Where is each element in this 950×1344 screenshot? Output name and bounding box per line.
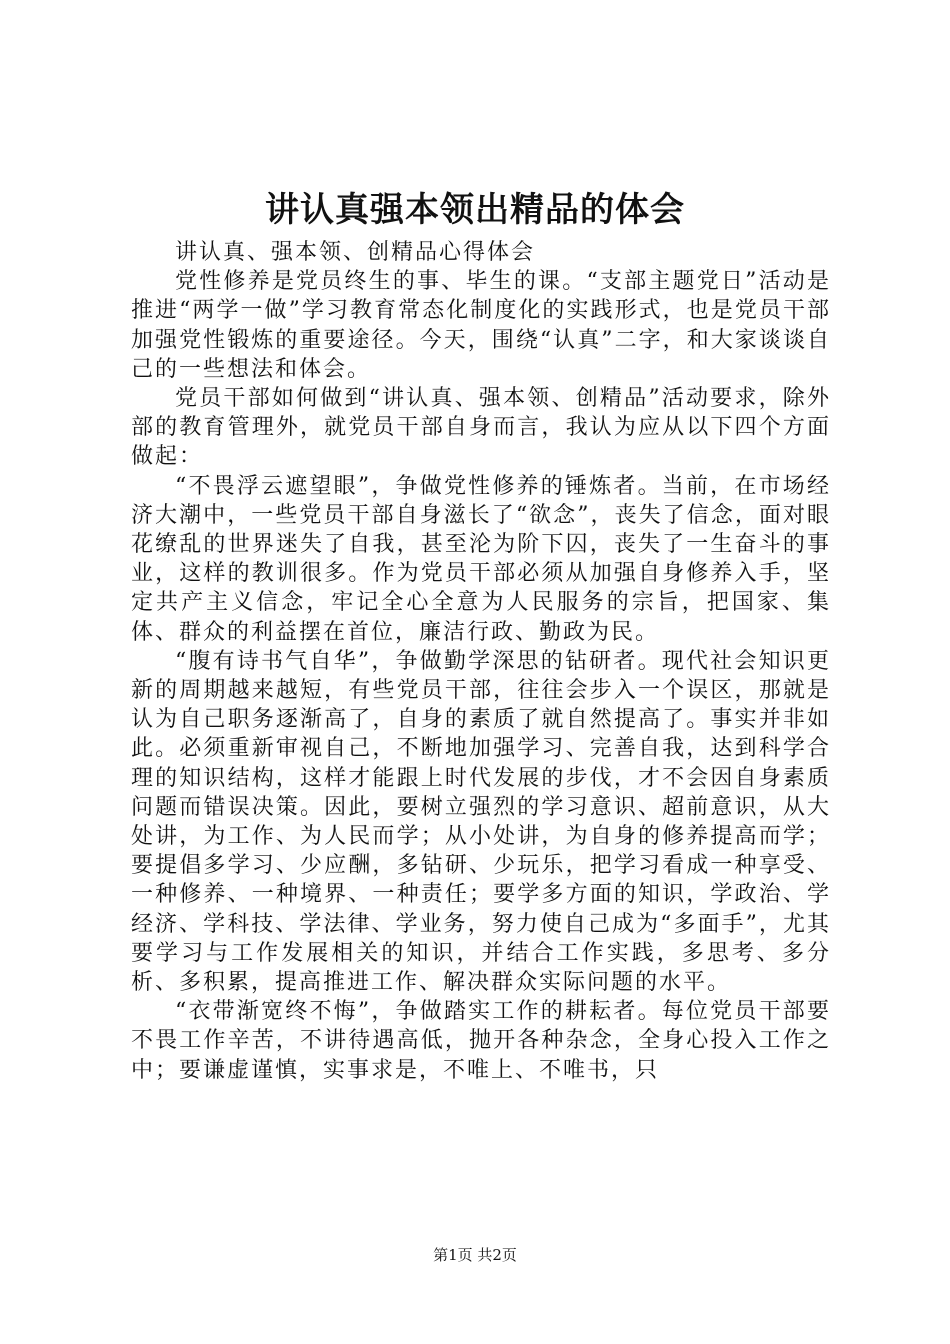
body-paragraph: 党员干部如何做到“讲认真、强本领、创精品”活动要求，除外部的教育管理外，就党员干部自身而言，我认为应从以下四个方面做起： <box>131 386 831 470</box>
body-paragraph: “不畏浮云遮望眼”，争做党性修养的锤炼者。当前，在市场经济大潮中，一些党员干部自身滋长了“欲念”，丧失了信念，面对眼花缭乱的世界迷失了自我，甚至沦为阶下囚，丧失了一生奋斗的事业，这样的教训很多。作为党员干部必须从加强自身修养入手，坚定共产主义信念，牢记全心全意为人民服务的宗旨，把国家、集体、群众的利益摆在首位，廉洁行政、勤政为民。 <box>131 473 831 645</box>
body-paragraph: 党性修养是党员终生的事、毕生的课。“支部主题党日”活动是推进“两学一做”学习教育常态化制度化的实践形式，也是党员干部加强党性锻炼的重要途径。今天，围绕“认真”二字，和大家谈谈自己的一些想法和体会。 <box>131 269 831 382</box>
page-footer: 第1页 共2页 <box>433 1246 517 1264</box>
document-title: 讲认真强本领出精品的体会 <box>265 190 685 230</box>
subtitle-paragraph: 讲认真、强本领、创精品心得体会 <box>175 240 536 265</box>
body-paragraph: “衣带渐宽终不悔”，争做踏实工作的耕耘者。每位党员干部要不畏工作辛苦，不讲待遇高低，抛开各种杂念，全身心投入工作之中；要谦虚谨慎，实事求是，不唯上、不唯书，只 <box>131 999 831 1083</box>
body-paragraph: “腹有诗书气自华”，争做勤学深思的钻研者。现代社会知识更新的周期越来越短，有些党员干部，往往会步入一个误区，那就是认为自己职务逐渐高了，自身的素质了就自然提高了。事实并非如此。必须重新审视自己，不断地加强学习、完善自我，达到科学合理的知识结构，这样才能跟上时代发展的步伐，才不会因自身素质问题而错误决策。因此，要树立强烈的学习意识、超前意识，从大处讲，为工作、为人民而学；从小处讲，为自身的修养提高而学；要提倡多学习、少应酬，多钻研、少玩乐，把学习看成一种享受、一种修养、一种境界、一种责任；要学多方面的知识，学政治、学经济、学科技、学法律、学业务，努力使自己成为“多面手”，尤其要学习与工作发展相关的知识，并结合工作实践，多思考、多分析、多积累，提高推进工作、解决群众实际问题的水平。 <box>131 648 831 996</box>
document-body <box>131 238 831 1085</box>
